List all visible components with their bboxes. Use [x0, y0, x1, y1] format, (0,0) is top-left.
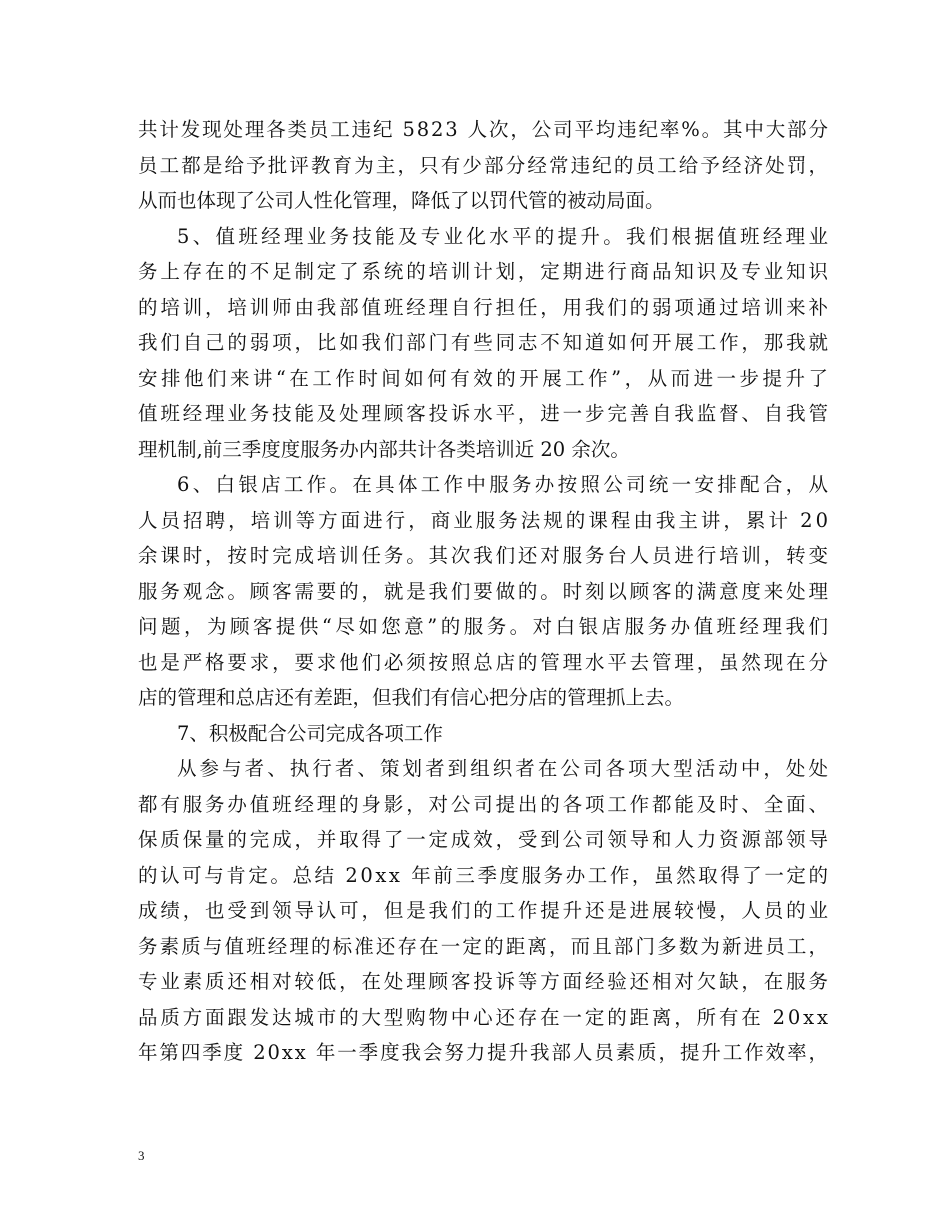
text-line: 从参与者、执行者、策划者到组织者在公司各项大型活动中，处处 — [177, 757, 832, 780]
text-line: 7、积极配合公司完成各项工作 — [177, 721, 443, 745]
text-line: 务上存在的不足制定了系统的培训计划，定期进行商品知识及专业知识 — [138, 260, 831, 283]
text-line: 安排他们来讲“在工作时间如何有效的开展工作”，从而进一步提升了 — [138, 366, 832, 390]
text-line: 年第四季度 20xx 年一季度我会努力提升我部人员素质，提升工作效率， — [138, 1041, 830, 1064]
text-line: 都有服务办值班经理的身影，对公司提出的各项工作都能及时、全面、 — [138, 792, 831, 816]
text-line: 理机制,前三季度度服务办内部共计各类培训近 20 余次。 — [138, 437, 630, 461]
text-line: 5、值班经理业务技能及专业化水平的提升。我们根据值班经理业 — [177, 224, 832, 248]
text-line: 我们自己的弱项，比如我们部门有些同志不知道如何开展工作，那我就 — [138, 331, 831, 354]
text-line: 的培训，培训师由我部值班经理自行担任，用我们的弱项通过培训来补 — [138, 295, 831, 319]
text-line: 服务观念。顾客需要的，就是我们要做的。时刻以顾客的满意度来处理 — [138, 579, 831, 603]
text-line: 店的管理和总店还有差距，但我们有信心把分店的管理抓上去。 — [138, 686, 685, 709]
text-line: 专业素质还相对较低，在处理顾客投诉等方面经验还相对欠缺，在服务 — [138, 970, 831, 993]
text-line: 人员招聘，培训等方面进行，商业服务法规的课程由我主讲，累计 20 — [138, 508, 832, 532]
text-line: 也是严格要求，要求他们必须按照总店的管理水平去管理，虽然现在分 — [138, 650, 831, 674]
text-line: 的认可与肯定。总结 20xx 年前三季度服务办工作，虽然取得了一定的 — [138, 863, 831, 887]
page-number: 3 — [138, 1148, 145, 1163]
text-line: 值班经理业务技能及处理顾客投诉水平，进一步完善自我监督、自我管 — [138, 402, 831, 425]
text-line: 共计发现处理各类员工违纪 5823 人次，公司平均违纪率%。其中大部分 — [138, 118, 830, 141]
text-line: 6、白银店工作。在具体工作中服务办按照公司统一安排配合，从 — [177, 473, 832, 496]
text-line: 成绩，也受到领导认可，但是我们的工作提升还是进展较慢，人员的业 — [138, 899, 831, 922]
text-line: 员工都是给予批评教育为主，只有少部分经常违纪的员工给予经济处罚， — [138, 153, 831, 177]
text-line: 品质方面跟发达城市的大型购物中心还存在一定的距离，所有在 20xx — [138, 1005, 831, 1029]
text-line: 保质保量的完成，并取得了一定成效，受到公司领导和人力资源部领导 — [138, 828, 831, 851]
text-line: 问题，为顾客提供“尽如您意”的服务。对白银店服务办值班经理我们 — [138, 615, 832, 638]
text-line: 务素质与值班经理的标准还存在一定的距离，而且部门多数为新进员工， — [138, 934, 831, 958]
text-line: 余课时，按时完成培训任务。其次我们还对服务台人员进行培训，转变 — [138, 544, 831, 567]
text-line: 从而也体现了公司人性化管理，降低了以罚代管的被动局面。 — [138, 189, 665, 212]
document-body — [138, 112, 832, 1071]
